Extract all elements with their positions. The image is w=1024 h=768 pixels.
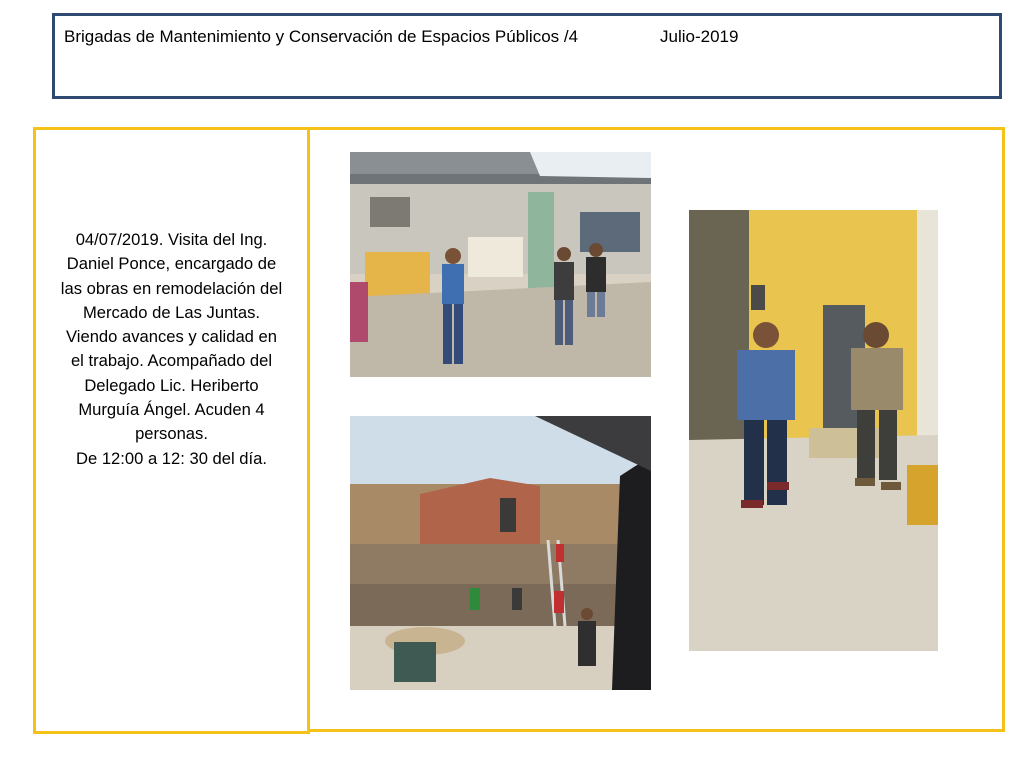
photo-wall-repair (350, 416, 651, 690)
description-text (36, 228, 307, 471)
description-schedule: De 12:00 a 12: 30 del día. (76, 448, 267, 468)
header-title: Brigadas de Mantenimiento y Conservación de Espacios Públicos /4 (64, 27, 579, 46)
description-panel (33, 127, 310, 734)
header-box (52, 13, 1002, 99)
description-paragraph: 04/07/2019. Visita del Ing. Daniel Ponce, encargado de las obras en remodelación del Mercado de Las Juntas. Viendo avances y calidad en el trabajo. Acompañado del Delegado Lic. Heriberto Murguía Ángel. Acuden 4 personas. (60, 230, 283, 444)
header-date: Julio-2019 (660, 27, 739, 46)
photo-market-interior (350, 152, 651, 377)
photo-site-visit (689, 210, 938, 651)
